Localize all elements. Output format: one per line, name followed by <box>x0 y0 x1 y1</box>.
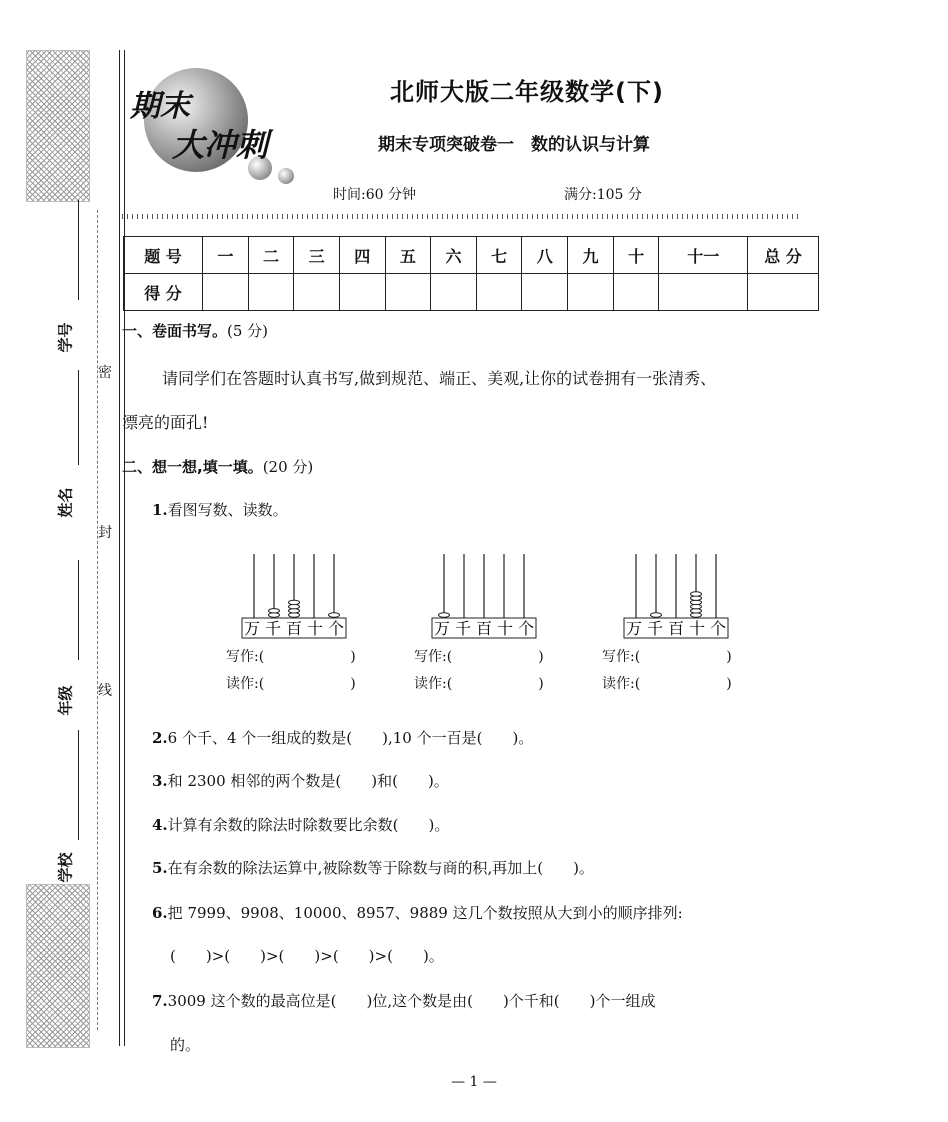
score-input-cell[interactable] <box>613 274 659 311</box>
abacus2-write[interactable]: 写作:( ) <box>414 649 544 665</box>
question-2: 2.6 个千、4 个一组成的数是( ),10 个一百是( )。 <box>152 729 534 747</box>
abacus1-write[interactable]: 写作:( ) <box>226 649 356 665</box>
abacus-place-label: 万千百十个 <box>434 619 534 638</box>
page-number: — 1 — <box>451 1074 497 1090</box>
section1-text-line1: 请同学们在答题时认真书写,做到规范、端正、美观,让你的试卷拥有一张清秀、 <box>162 369 717 388</box>
seal-dashed-line <box>97 210 98 1030</box>
logo-text-1: 期末 <box>130 89 190 124</box>
table-cell: 三 <box>294 237 340 274</box>
score-input-cell[interactable] <box>294 274 340 311</box>
abacus3-read[interactable]: 读作:( ) <box>602 676 732 692</box>
binding-line-outer <box>119 50 120 1046</box>
school-blank-line <box>78 730 79 840</box>
table-cell: 八 <box>522 237 568 274</box>
grade-blank-line <box>78 560 79 660</box>
student-id-blank-line <box>78 200 79 300</box>
abacus-bead <box>329 613 340 617</box>
final-sprint-logo <box>128 68 298 188</box>
score-table-header-row <box>124 237 819 274</box>
section2-heading: 二、想一想,填一填。(20 分) <box>122 458 314 476</box>
question-6: 6.把 7999、9908、10000、8957、9889 这几个数按照从大到小的顺序排列: <box>152 904 683 922</box>
score-input-cell[interactable] <box>522 274 568 311</box>
abacus1-read[interactable]: 读作:( ) <box>226 676 356 692</box>
bottom-pattern-block <box>26 884 90 1048</box>
abacus-bead <box>289 600 300 604</box>
table-cell: 十 <box>613 237 659 274</box>
binding-line-inner <box>124 50 125 1046</box>
abacus-bead <box>439 613 450 617</box>
question-7-continued: 的。 <box>170 1036 201 1054</box>
table-cell: 九 <box>568 237 614 274</box>
page-subtitle: 期末专项突破卷一 数的认识与计算 <box>378 135 650 155</box>
table-cell: 一 <box>203 237 249 274</box>
question-1: 1.看图写数、读数。 <box>152 501 288 519</box>
section1-heading: 一、卷面书写。(5 分) <box>122 322 269 340</box>
table-cell: 六 <box>431 237 477 274</box>
name-label: 姓名 <box>56 487 75 518</box>
abacus-figures <box>220 550 760 650</box>
abacus2-read[interactable]: 读作:( ) <box>414 676 544 692</box>
table-cell: 五 <box>385 237 431 274</box>
abacus-bead <box>691 592 702 596</box>
table-cell: 二 <box>248 237 294 274</box>
abacus-1 <box>242 554 346 638</box>
abacus3-write[interactable]: 写作:( ) <box>602 649 732 665</box>
seal-char-feng: 封 <box>98 522 112 542</box>
section1-text-line2: 漂亮的面孔! <box>122 413 209 432</box>
question-4: 4.计算有余数的除法时除数要比余数( )。 <box>152 816 450 834</box>
grade-label: 年级 <box>56 685 75 716</box>
score-input-cell[interactable] <box>568 274 614 311</box>
table-cell: 十一 <box>659 237 748 274</box>
seal-char-mi: 密 <box>98 362 112 382</box>
score-table-score-row <box>124 274 819 311</box>
abacus-bead <box>269 609 280 613</box>
score-input-cell[interactable] <box>385 274 431 311</box>
table-cell: 七 <box>476 237 522 274</box>
page-title: 北师大版二年级数学(下) <box>390 78 664 106</box>
question-7: 7.3009 这个数的最高位是( )位,这个数是由( )个千和( )个一组成 <box>152 992 656 1010</box>
score-input-cell[interactable] <box>476 274 522 311</box>
abacus-place-label: 万千百十个 <box>626 619 726 638</box>
question-6-answer-line: ( )>( )>( )>( )>( )。 <box>170 947 444 965</box>
table-cell: 四 <box>339 237 385 274</box>
score-input-cell[interactable] <box>203 274 249 311</box>
question-3: 3.和 2300 相邻的两个数是( )和( )。 <box>152 772 449 790</box>
name-blank-line <box>78 370 79 465</box>
seal-char-xian: 线 <box>98 680 112 700</box>
decorative-cross-line <box>122 214 798 219</box>
table-cell: 得 分 <box>124 274 203 311</box>
school-label: 学校 <box>56 852 75 883</box>
abacus-2 <box>432 554 536 638</box>
table-cell: 题 号 <box>124 237 203 274</box>
question-5: 5.在有余数的除法运算中,被除数等于除数与商的积,再加上( )。 <box>152 859 594 877</box>
exam-time: 时间:60 分钟 <box>333 187 416 203</box>
logo-text-2: 大冲刺 <box>172 126 269 164</box>
score-input-cell[interactable] <box>248 274 294 311</box>
table-cell: 总 分 <box>748 237 819 274</box>
abacus-bead <box>651 613 662 617</box>
score-input-cell[interactable] <box>431 274 477 311</box>
student-id-label: 学号 <box>56 322 75 353</box>
score-input-cell[interactable] <box>659 274 748 311</box>
top-pattern-block <box>26 50 90 202</box>
score-table <box>123 236 819 311</box>
abacus-3 <box>624 554 728 638</box>
exam-full-score: 满分:105 分 <box>564 187 642 203</box>
score-input-cell[interactable] <box>339 274 385 311</box>
score-input-cell[interactable] <box>748 274 819 311</box>
abacus-place-label: 万千百十个 <box>244 619 344 638</box>
